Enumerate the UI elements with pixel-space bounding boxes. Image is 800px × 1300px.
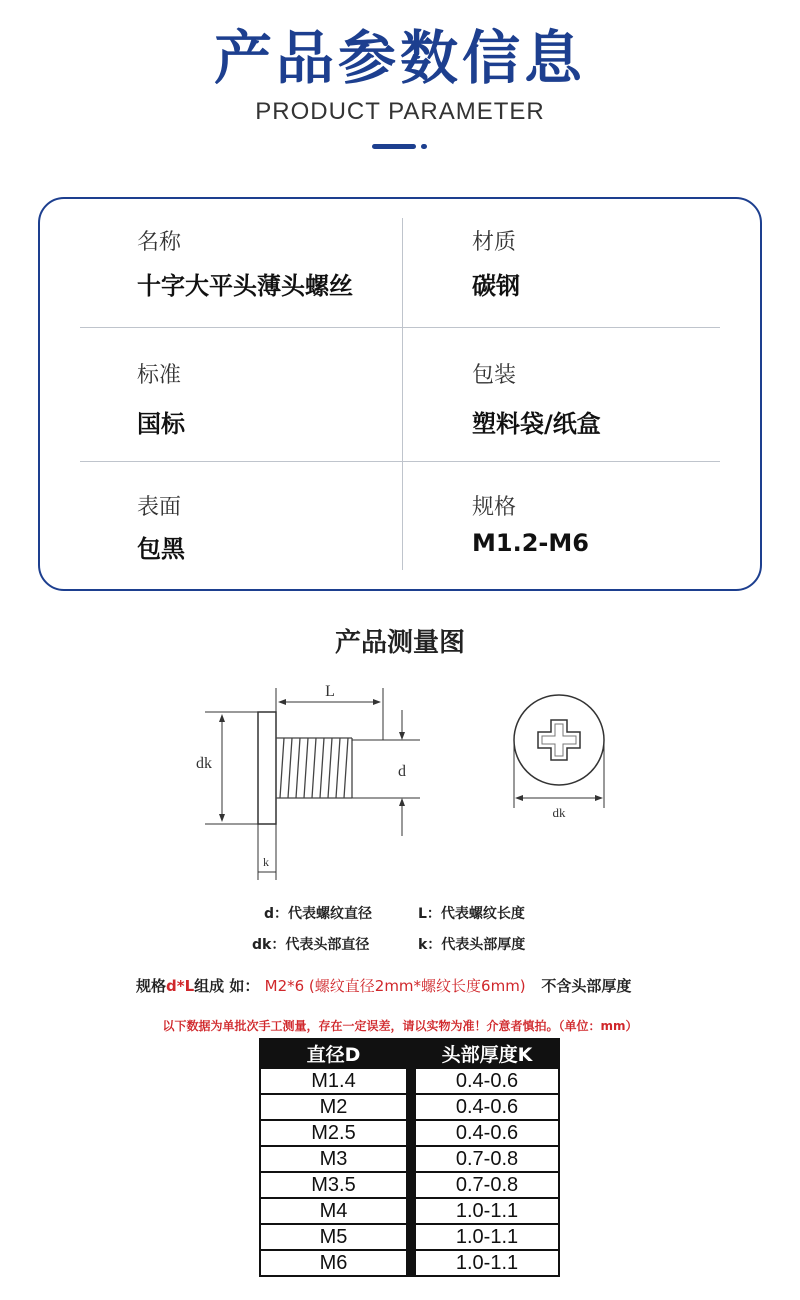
table-row (260, 1120, 559, 1146)
table-cell-diameter: M5 (260, 1224, 407, 1250)
param-value-name: 十字大平头薄头螺丝 (137, 272, 353, 300)
label-dk: dk (196, 755, 212, 772)
param-value-spec: M1.2-M6 (472, 529, 589, 557)
measurement-notice: 以下数据为单批次手工测量，存在一定误差，请以实物为准！介意者慎拍。（单位：mm） (162, 1019, 638, 1033)
screw-head-side (258, 712, 276, 824)
table-cell-head-thickness: 1.0-1.1 (415, 1224, 559, 1250)
title-underline (372, 144, 416, 149)
divider (80, 327, 720, 328)
label-L: L (325, 683, 335, 700)
table-cell-diameter: M6 (260, 1250, 407, 1276)
param-value-material: 碳钢 (472, 272, 520, 300)
param-label-standard: 标准 (137, 363, 182, 388)
measure-title: 产品测量图 (334, 628, 465, 658)
param-value-packaging: 塑料袋/纸盒 (472, 410, 601, 438)
table-row (260, 1068, 559, 1094)
param-label-spec: 规格 (472, 495, 517, 520)
legend-k: k：代表头部厚度 (418, 937, 526, 953)
param-label-packaging: 包装 (472, 363, 517, 388)
spec-note (136, 975, 631, 996)
page-title: 产品参数信息 (213, 24, 586, 92)
param-label-name: 名称 (137, 230, 182, 255)
screw-diagram (0, 660, 800, 900)
table-row (260, 1224, 559, 1250)
label-k: k (263, 855, 269, 869)
table-cell-diameter: M3.5 (260, 1172, 407, 1198)
table-row (260, 1094, 559, 1120)
spec-note-dl: d*L (166, 977, 195, 995)
label-d: d (398, 763, 406, 780)
table-cell-head-thickness: 0.4-0.6 (415, 1094, 559, 1120)
label-dk-front: dk (552, 805, 566, 820)
param-label-surface: 表面 (137, 495, 182, 520)
legend-dk: dk：代表头部直径 (252, 937, 370, 953)
page-subtitle: PRODUCT PARAMETER (255, 98, 545, 125)
table-cell-head-thickness: 1.0-1.1 (415, 1198, 559, 1224)
spec-table (259, 1038, 560, 1277)
spec-note-example: M2*6 (螺纹直径2mm*螺纹长度6mm) (264, 977, 526, 995)
spec-note-prefix: 规格 (136, 977, 167, 995)
screw-head-front (514, 695, 604, 785)
spec-note-suffix: 组成 如： (194, 977, 260, 995)
table-cell-diameter: M1.4 (260, 1068, 407, 1094)
table-header-head-thickness: 头部厚度K (415, 1039, 559, 1068)
spec-note-tail: 不含头部厚度 (541, 977, 632, 995)
table-row (260, 1172, 559, 1198)
table-cell-diameter: M4 (260, 1198, 407, 1224)
divider (80, 461, 720, 462)
table-header-diameter: 直径D (260, 1039, 407, 1068)
table-cell-diameter: M2 (260, 1094, 407, 1120)
table-row (260, 1250, 559, 1276)
title-underline-dot (421, 144, 427, 149)
table-cell-head-thickness: 0.7-0.8 (415, 1172, 559, 1198)
divider (402, 218, 403, 570)
table-cell-diameter: M3 (260, 1146, 407, 1172)
param-value-surface: 包黑 (137, 535, 185, 563)
param-label-material: 材质 (472, 230, 517, 255)
legend-L: L：代表螺纹长度 (418, 906, 525, 922)
legend-d: d：代表螺纹直径 (264, 906, 373, 922)
screw-thread (276, 738, 352, 798)
table-cell-head-thickness: 0.4-0.6 (415, 1120, 559, 1146)
table-header-row (260, 1039, 559, 1068)
table-cell-head-thickness: 0.7-0.8 (415, 1146, 559, 1172)
table-cell-diameter: M2.5 (260, 1120, 407, 1146)
table-row (260, 1146, 559, 1172)
table-row (260, 1198, 559, 1224)
param-value-standard: 国标 (137, 410, 185, 438)
table-cell-head-thickness: 1.0-1.1 (415, 1250, 559, 1276)
table-cell-head-thickness: 0.4-0.6 (415, 1068, 559, 1094)
phillips-cross (538, 720, 580, 760)
